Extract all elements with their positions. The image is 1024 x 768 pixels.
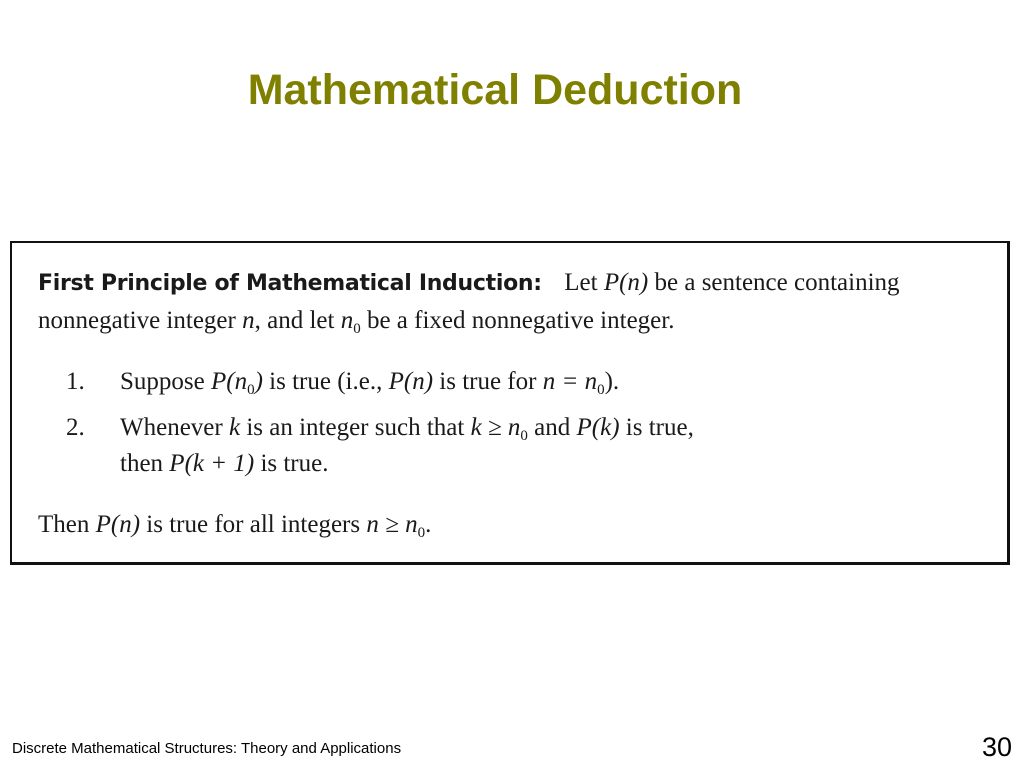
conclusion-t1: Then: [38, 511, 90, 538]
conclusion-t3: .: [425, 511, 432, 538]
conclusion-m2-sub: 0: [417, 525, 426, 541]
intro-n0: [340, 307, 361, 337]
item-2-t5: then: [120, 450, 164, 477]
intro-p-of-n: P(n): [603, 269, 649, 296]
theorem-box: [10, 241, 1010, 565]
conclusion-t2: is true for all integers: [146, 511, 361, 538]
item-2-t6: is true.: [260, 450, 329, 477]
item-1-m3-base: n = n: [542, 368, 598, 395]
item-1-m3: [542, 368, 605, 398]
item-2-m3: P(k + 1): [169, 450, 255, 477]
theorem-heading: First Principle of Mathematical Induction:: [38, 271, 542, 296]
item-1-m1-base: P(n: [210, 368, 248, 395]
item-2-text-line-2: [120, 450, 328, 478]
footer-course-title: Discrete Mathematical Structures: Theory and Applications: [12, 740, 402, 757]
n0-base: n: [340, 307, 354, 334]
item-2-t4: is true,: [625, 414, 694, 441]
intro-line2c: be a fixed nonnegative integer.: [366, 307, 675, 334]
intro-let: Let: [564, 269, 598, 296]
item-1-m1-end: ): [254, 368, 263, 395]
intro-n: n: [242, 307, 255, 334]
intro-line2b: , and let: [254, 307, 335, 334]
conclusion-m2: [366, 511, 426, 541]
item-2-m1-base: k ≥ n: [470, 414, 521, 441]
intro-line2a: nonnegative integer: [38, 307, 236, 334]
item-2-m1: [470, 414, 528, 444]
n0-sub: 0: [353, 321, 361, 337]
item-1-t2: is true (i.e.,: [269, 368, 383, 395]
item-2-t1: Whenever: [120, 414, 223, 441]
item-2-m1-sub: 0: [520, 428, 528, 444]
item-1-m3-sub: 0: [597, 382, 605, 398]
item-1-t1: Suppose: [120, 368, 205, 395]
item-2-t3: and: [534, 414, 571, 441]
slide-title: Mathematical Deduction: [247, 66, 743, 114]
theorem-conclusion: [38, 511, 431, 542]
theorem-intro-line-2: [38, 307, 674, 338]
item-1-number: 1.: [66, 368, 85, 395]
intro-rest: be a sentence containing: [654, 269, 900, 296]
item-2-number: 2.: [66, 414, 85, 441]
item-1-m2: P(n): [388, 368, 434, 395]
item-1-t3: is true for: [439, 368, 537, 395]
item-1-m1: [210, 368, 263, 398]
conclusion-m1: P(n): [95, 511, 141, 538]
theorem-intro-line-1: [38, 269, 900, 297]
item-1-m1-sub: 0: [247, 382, 255, 398]
slide-number: 30: [981, 732, 1012, 762]
item-2-m2: P(k): [576, 414, 620, 441]
item-1-t4: ).: [604, 368, 620, 395]
conclusion-m2-base: n ≥ n: [366, 511, 418, 538]
item-1-text: [120, 368, 619, 399]
item-2-t2: is an integer such that: [246, 414, 465, 441]
item-2-text-line-1: [120, 414, 694, 445]
item-2-k: k: [228, 414, 241, 441]
